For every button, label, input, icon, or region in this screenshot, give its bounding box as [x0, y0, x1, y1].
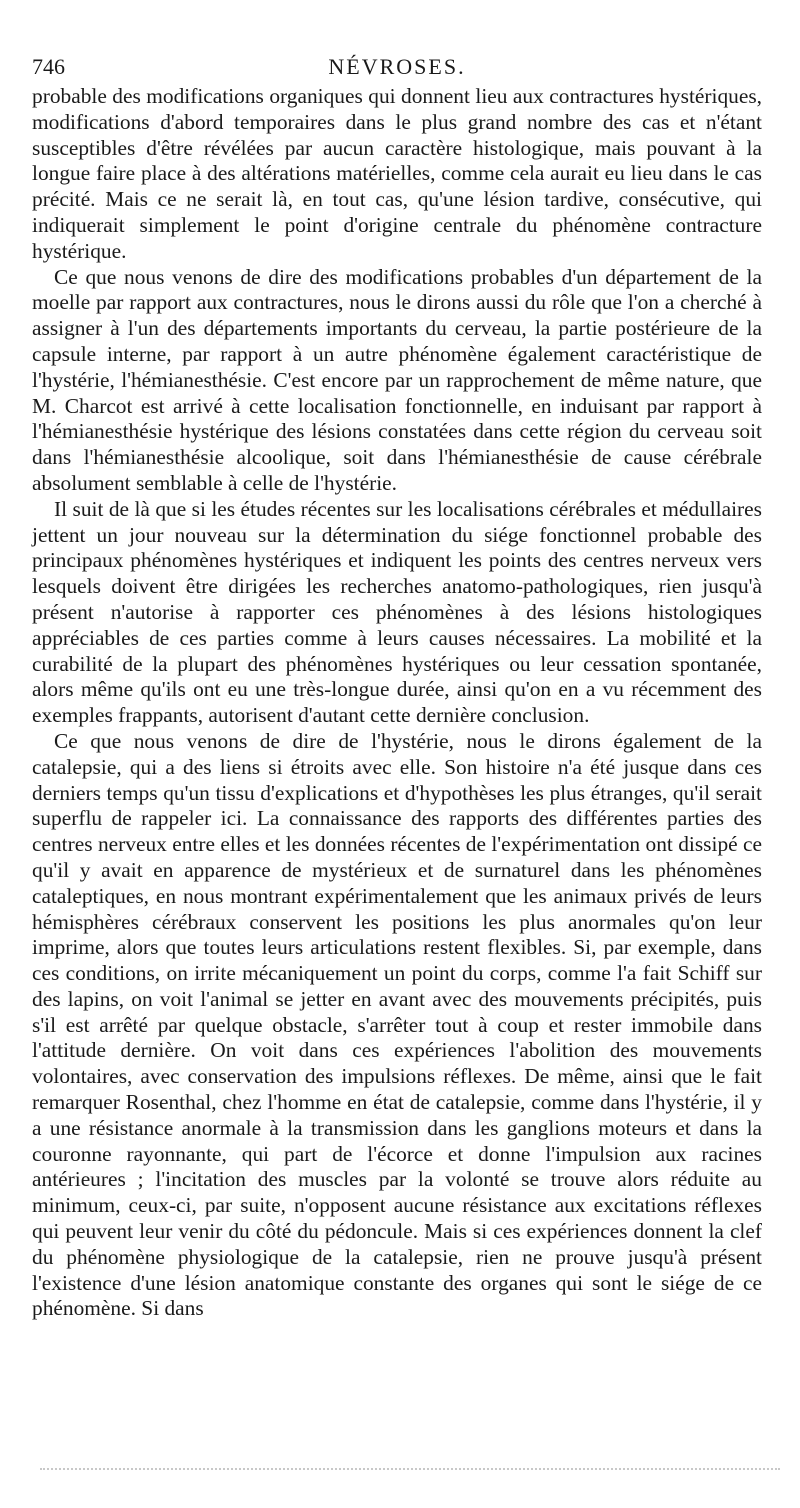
paragraph-catalepsie: Ce que nous venons de dire de l'hystérie, nous le dirons également de la catalepsie, qui a des liens si étroits avec elle. Son histoire n'a été jusque dans ces derniers temps qu'un tissu d'explications et d'hypothèses les plus étranges, qu'il serait superflu de rappeler ici. La connaissance des rapports des différentes parties des centres nerveux entre elles et les données récentes de l'expérimentation ont dissipé ce qu'il y avait en apparence de mystérieux et de surnaturel dans les phénomènes cataleptiques, en nous montrant expérimentalement que les animaux privés de leurs hémisphères cérébraux conservent les positions les plus anormales qu'on leur imprime, alors que toutes leurs articulations restent flexibles. Si, par exemple, dans ces conditions, on irrite mécaniquement un point du corps, comme l'a fait Schiff sur des lapins, on voit l'animal se jetter en avant avec des mouvements précipités, puis s'il est arrêté par quelque obstacle, s'arrêter tout à coup et rester immobile dans l'attitude dernière. On voit dans ces expériences l'abolition des mouvements volontaires, avec conservation des impulsions réflexes. De même, ainsi que le fait remarquer Rosenthal, chez l'homme en état de catalepsie, comme dans l'hystérie, il y a une résistance anormale à la transmission dans les ganglions moteurs et dans la couronne rayonnante, qui part de l'écorce et donne l'impulsion aux racines antérieures ; l'incitation des muscles par la volonté se trouve alors réduite au minimum, ceux-ci, par suite, n'opposent aucune résistance aux excitations réflexes qui peuvent leur venir du côté du pédoncule. Mais si ces expériences donnent la clef du phénomène physiologique de la catalepsie, rien ne prouve jusqu'à présent l'existence d'une lésion anatomique constante des organes qui sont le siége de ce phénomène. Si dans [32, 728, 762, 1321]
paragraph-contractures: Ce que nous venons de dire des modifications probables d'un département de la moelle par rapport aux contractures, nous le dirons aussi du rôle que l'on a cherché à assigner à l'un des départements importants du cerveau, la partie postérieure de la capsule interne, par rapport à un autre phénomène également caractéristique de l'hystérie, l'hémianesthésie. C'est encore par un rapprochement de même nature, que M. Charcot est arrivé à cette localisation fonctionnelle, en induisant par rapport à l'hémianesthésie hystérique des lésions constatées dans cette région du cerveau soit dans l'hémianesthésie alcoolique, soit dans l'hémianesthésie de cause cérébrale absolument semblable à celle de l'hystérie. [32, 264, 762, 495]
page-header [32, 50, 762, 84]
body-text [32, 84, 762, 1322]
book-page [32, 50, 762, 1322]
paragraph-continued: probable des modifications organiques qui donnent lieu aux contractures hystériques, modifications d'abord temporaires dans le plus grand nombre des cas et n'étant susceptibles d'être révélées par aucun caractère histologique, mais pouvant à la longue faire place à des altérations matérielles, comme cela aurait eu lieu dans le cas précité. Mais ce ne serait là, en tout cas, qu'une lésion tardive, consécutive, qui indiquerait simplement le point d'origine centrale du phénomène contracture hystérique. [32, 84, 762, 263]
running-title: NÉVROSES. [328, 54, 466, 79]
paragraph-localisations: Il suit de là que si les études récentes sur les localisations cérébrales et médullaires jettent un jour nouveau sur la détermination du siége fonctionnel probable des principaux phénomènes hystériques et indiquent les points des centres nerveux vers lesquels doivent être dirigées les recherches anatomo-pathologiques, rien jusqu'à présent n'autorise à rapporter ces phénomènes à des lésions histologiques appréciables de ces parties comme à leurs causes nécessaires. La mobilité et la curabilité de la plupart des phénomènes hystériques ou leur cessation spontanée, alors même qu'ils ont eu une très-longue durée, ainsi qu'on en a vu récemment des exemples frappants, autorisent d'autant cette dernière conclusion. [32, 496, 762, 728]
page-number: 746 [32, 54, 65, 79]
footer-dotted-rule [40, 1468, 780, 1470]
